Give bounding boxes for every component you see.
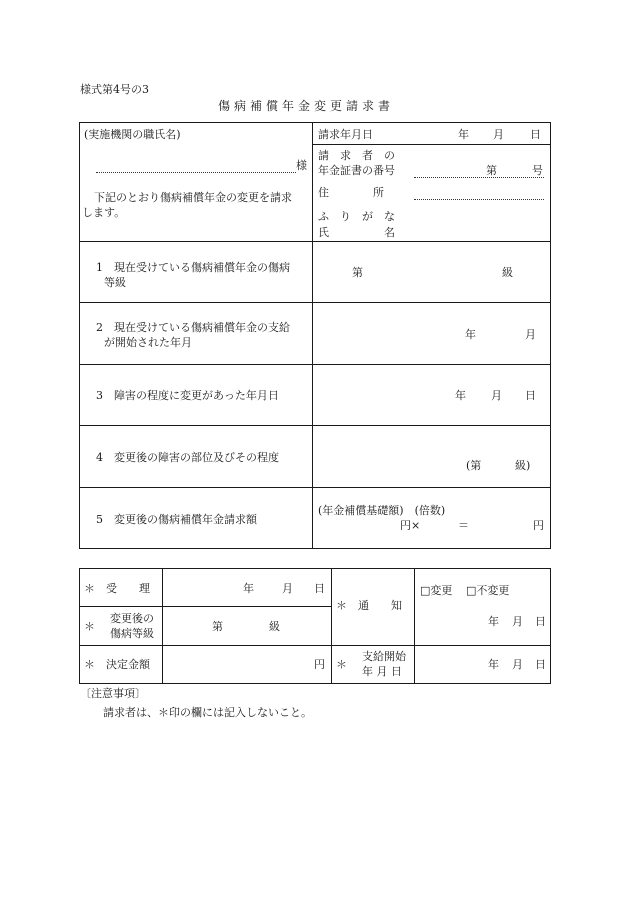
receipt-year: 年	[243, 582, 254, 595]
address-label: 住 所	[318, 186, 384, 199]
request-statement-line1: 下記のとおり傷病補償年金の変更を請求	[94, 191, 292, 204]
item4-dai: (第	[466, 459, 482, 472]
request-statement-line2: します。	[82, 206, 126, 219]
request-date-year: 年	[458, 128, 469, 141]
cert-dai: 第	[486, 164, 497, 177]
claimant-label-line1: 請 求 者 の	[318, 149, 395, 162]
amount-yen[interactable]: 円	[314, 658, 325, 671]
request-date-day: 日	[530, 128, 541, 141]
receipt-label: ＊ 受 理	[84, 582, 150, 595]
notify-year: 年	[488, 615, 499, 628]
item2-label-line2: が開始された年月	[104, 336, 192, 349]
item2-label-line1: 2 現在受けている傷病補償年金の支給	[96, 321, 290, 334]
grade-label-line2: 傷病等級	[110, 627, 154, 640]
no-change-checkbox[interactable]: □不変更	[466, 584, 510, 597]
grade-dai: 第	[212, 620, 223, 633]
item3-year: 年	[455, 389, 466, 402]
notify-month: 月	[512, 615, 523, 628]
receipt-day: 日	[314, 582, 325, 595]
item3-label: 3 障害の程度に変更があった年月日	[96, 389, 279, 402]
payment-start-label-line1: 支給開始	[362, 650, 406, 663]
item5-header: (年金補償基礎額) (倍数)	[318, 504, 446, 517]
item5-equals: ＝	[458, 519, 469, 532]
receipt-month: 月	[282, 582, 293, 595]
item3-month: 月	[491, 389, 502, 402]
item3-day: 日	[525, 389, 536, 402]
request-date-month: 月	[493, 128, 504, 141]
item1-label-line2: 等級	[104, 276, 126, 289]
notes-text: 請求者は、＊印の欄には記入しないこと。	[103, 706, 312, 719]
name-label: 氏 名	[318, 226, 395, 239]
form-title: 傷病補償年金変更請求書	[218, 99, 395, 113]
grade-kyu: 級	[269, 620, 280, 633]
agency-label: (実施機関の職氏名)	[84, 128, 181, 141]
item5-yen: 円	[533, 519, 544, 532]
grade-label-line1: 変更後の	[110, 612, 154, 625]
payment-month: 月	[512, 658, 523, 671]
item2-month: 月	[525, 328, 536, 341]
sama-label: 様	[296, 159, 307, 172]
claimant-label-line2: 年金証書の番号	[318, 164, 395, 177]
notify-day: 日	[535, 615, 546, 628]
furigana-label: ふ り が な	[318, 210, 395, 223]
item5-yen-times: 円×	[400, 519, 421, 532]
request-date-label: 請求年月日	[318, 128, 373, 141]
item1-label-line1: 1 現在受けている傷病補償年金の傷病	[96, 261, 290, 274]
address-field[interactable]	[414, 199, 544, 200]
payment-start-label-line2: 年 月 日	[362, 665, 402, 678]
payment-day: 日	[535, 658, 546, 671]
payment-start-asterisk: ＊	[336, 658, 347, 671]
item1-kyu: 級	[502, 266, 513, 279]
agency-name-field[interactable]	[96, 172, 296, 173]
notes-heading: 〔注意事項〕	[80, 687, 146, 700]
item4-label: 4 変更後の障害の部位及びその程度	[96, 451, 279, 464]
change-checkbox[interactable]: □変更	[420, 584, 453, 597]
notify-label: ＊ 通 知	[336, 599, 402, 612]
amount-label: ＊ 決定金額	[84, 658, 150, 671]
cert-go: 号	[532, 164, 543, 177]
item1-dai: 第	[352, 266, 363, 279]
grade-asterisk: ＊	[84, 620, 95, 633]
form-number: 様式第4号の3	[80, 83, 149, 96]
item2-year: 年	[465, 328, 476, 341]
item4-kyu: 級)	[515, 459, 531, 472]
payment-year: 年	[488, 658, 499, 671]
item5-label: 5 変更後の傷病補償年金請求額	[96, 513, 257, 526]
